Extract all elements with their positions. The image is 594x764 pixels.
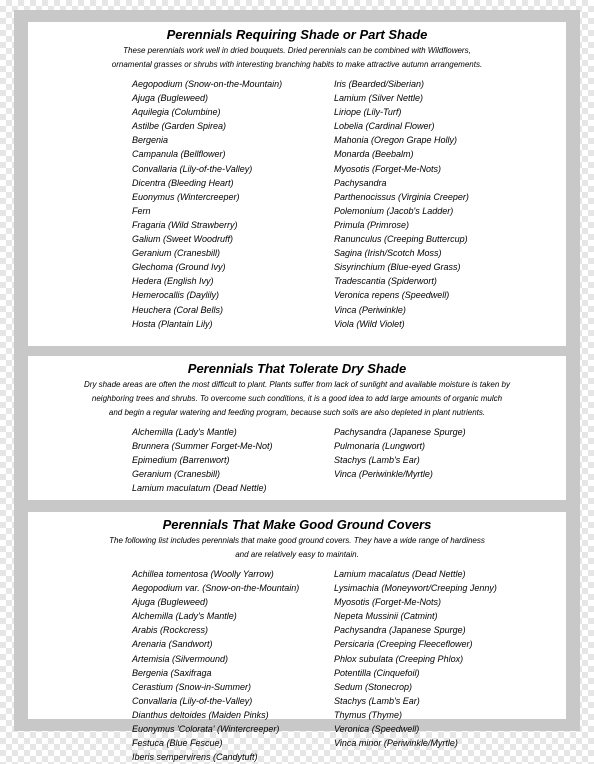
- plant-item: Mahonia (Oregon Grape Holly): [334, 135, 458, 146]
- plant-item: Alchemilla (Lady's Mantle): [132, 611, 237, 622]
- plant-list-right: [334, 567, 536, 764]
- plant-item: Aquilegia (Columbine): [132, 107, 221, 118]
- plant-list-left: [132, 425, 334, 495]
- plant-item: Pachysandra (Japanese Spurge): [334, 427, 466, 437]
- plant-item: Alchemilla (Lady's Mantle): [132, 427, 237, 437]
- plant-item: Myosotis (Forget-Me-Nots): [334, 597, 442, 608]
- plant-item: Aegopodium var. (Snow-on-the-Mountain): [132, 583, 300, 594]
- plant-item: Lamium (Silver Nettle): [334, 93, 424, 104]
- plant-item: Phlox subulata (Creeping Phlox): [334, 653, 464, 664]
- plant-item: Cerastium (Snow-in-Summer): [132, 681, 252, 692]
- plant-item: Ranunculus (Creeping Buttercup): [334, 234, 468, 245]
- intro-line: ornamental grasses or shrubs with interesting branching habits to make attractive autumn arrangements.: [111, 60, 483, 69]
- plant-item: Convallaria (Lily-of-the-Valley): [132, 163, 253, 174]
- plant-list-left: [132, 567, 334, 764]
- document-frame: [14, 10, 580, 763]
- plant-item: Heuchera (Coral Bells): [132, 304, 224, 315]
- plant-item: Aegopodium (Snow-on-the-Mountain): [132, 79, 283, 89]
- section-ground-covers: [28, 512, 566, 763]
- plant-item: Stachys (Lamb's Ear): [334, 455, 420, 466]
- plant-item: Polemonium (Jacob's Ladder): [334, 205, 454, 216]
- plant-item: Ajuga (Bugleweed): [132, 93, 209, 104]
- plant-item: Parthenocissus (Virginia Creeper): [334, 191, 469, 202]
- plant-item: Veronica repens (Speedwell): [334, 290, 450, 301]
- plant-item: Ajuga (Bugleweed): [132, 597, 209, 608]
- plant-item: Iris (Bearded/Siberian): [334, 79, 425, 89]
- plant-item: Myosotis (Forget-Me-Nots): [334, 163, 442, 174]
- section-dry-shade: [28, 356, 566, 500]
- plant-item: Glechoma (Ground Ivy): [132, 262, 226, 273]
- plant-columns: [42, 567, 552, 764]
- plant-item: Lamium macalatus (Dead Nettle): [334, 569, 466, 579]
- intro-line: The following list includes perennials that make good ground covers. They have a wide range of hardiness: [109, 536, 485, 545]
- plant-item: Dianthus deltoides (Maiden Pinks): [132, 709, 269, 720]
- plant-item: Festuca (Blue Fescue): [132, 738, 223, 749]
- section-title: Perennials Requiring Shade or Part Shade: [166, 27, 428, 42]
- plant-item: Geranium (Cranesbill): [132, 469, 221, 480]
- plant-item: Galium (Sweet Woodruff): [132, 234, 234, 245]
- plant-item: Viola (Wild Violet): [334, 318, 405, 329]
- plant-item: Campanula (Bellflower): [132, 149, 226, 160]
- section-intro: [42, 44, 552, 72]
- section-shade-part-shade: [28, 22, 566, 346]
- plant-item: Geranium (Cranesbill): [132, 248, 221, 259]
- plant-item: Pachysandra (Japanese Spurge): [334, 625, 466, 636]
- plant-item: Veronica (Speedwell): [334, 724, 420, 735]
- section-intro: [42, 534, 552, 562]
- plant-item: Fern: [132, 205, 151, 216]
- plant-item: Arenaria (Sandwort): [132, 639, 213, 650]
- plant-item: Dicentra (Bleeding Heart): [132, 177, 234, 188]
- plant-item: Sisyrinchium (Blue-eyed Grass): [334, 262, 461, 273]
- plant-item: Pulmonaria (Lungwort): [334, 441, 426, 452]
- plant-item: Astilbe (Garden Spirea): [132, 121, 227, 132]
- intro-line: and are relatively easy to maintain.: [235, 550, 359, 559]
- plant-item: Hosta (Plantain Lily): [132, 318, 213, 329]
- plant-list-right: [334, 77, 536, 331]
- intro-line: These perennials work well in dried bouquets. Dried perennials can be combined with Wildflowers,: [123, 46, 471, 55]
- plant-item: Liriope (Lily-Turf): [334, 107, 402, 118]
- plant-item: Thymus (Thyme): [334, 709, 403, 720]
- plant-item: Nepeta Mussinii (Catmint): [334, 611, 438, 622]
- plant-item: Tradescantia (Spiderwort): [334, 276, 437, 287]
- plant-item: Hemerocallis (Daylily): [132, 290, 220, 301]
- plant-item: Bergenia (Saxifraga: [132, 667, 212, 678]
- plant-item: Lobelia (Cardinal Flower): [334, 121, 435, 132]
- plant-item: Achillea tomentosa (Woolly Yarrow): [132, 569, 274, 579]
- plant-item: Iberis sempervirens (Candytuft): [132, 752, 258, 763]
- plant-item: Sagina (Irish/Scotch Moss): [334, 248, 442, 259]
- plant-item: Monarda (Beebalm): [334, 149, 414, 160]
- plant-item: Vinca (Periwinkle): [334, 304, 406, 315]
- plant-item: Hedera (English Ivy): [132, 276, 214, 287]
- section-title: Perennials That Tolerate Dry Shade: [187, 361, 407, 376]
- plant-item: Lamium maculatum (Dead Nettle): [132, 483, 267, 494]
- plant-columns: [42, 425, 552, 495]
- plant-item: Pachysandra: [334, 177, 387, 188]
- plant-item: Persicaria (Creeping Fleeceflower): [334, 639, 473, 650]
- plant-item: Stachys (Lamb's Ear): [334, 695, 420, 706]
- plant-columns: [42, 77, 552, 331]
- plant-item: Vinca (Periwinkle/Myrtle): [334, 469, 433, 480]
- intro-line: neighboring trees and shrubs. To overcome such conditions, it is a good idea to add large amounts of organic mulch: [91, 394, 503, 403]
- intro-line: Dry shade areas are often the most difficult to plant. Plants suffer from lack of sunlight and available moisture is taken by: [84, 380, 510, 389]
- plant-item: Potentilla (Cinquefoil): [334, 667, 420, 678]
- section-intro: [42, 378, 552, 420]
- plant-list-right: [334, 425, 536, 495]
- plant-item: Arabis (Rockcress): [132, 625, 209, 636]
- plant-item: Euonymus (Wintercreeper): [132, 191, 240, 202]
- plant-item: Vinca minor (Periwinkle/Myrtle): [334, 738, 458, 749]
- plant-item: Fragaria (Wild Strawberry): [132, 219, 238, 230]
- plant-item: Brunnera (Summer Forget-Me-Not): [132, 441, 273, 452]
- intro-line: and begin a regular watering and feeding program, because such soils are also depleted in plant nutrients.: [108, 408, 486, 417]
- plant-item: Sedum (Stonecrop): [334, 681, 413, 692]
- plant-item: Artemisia (Silvermound): [132, 653, 229, 664]
- plant-item: Lysimachia (Moneywort/Creeping Jenny): [334, 583, 497, 594]
- plant-item: Epimedium (Barrenwort): [132, 455, 230, 466]
- plant-item: Euonymus 'Colorata' (Wintercreeper): [132, 724, 280, 735]
- plant-item: Convallaria (Lily-of-the-Valley): [132, 695, 253, 706]
- plant-item: Bergenia: [132, 135, 169, 146]
- plant-list-left: [132, 77, 334, 331]
- plant-item: Primula (Primrose): [334, 219, 410, 230]
- section-title: Perennials That Make Good Ground Covers: [162, 517, 432, 532]
